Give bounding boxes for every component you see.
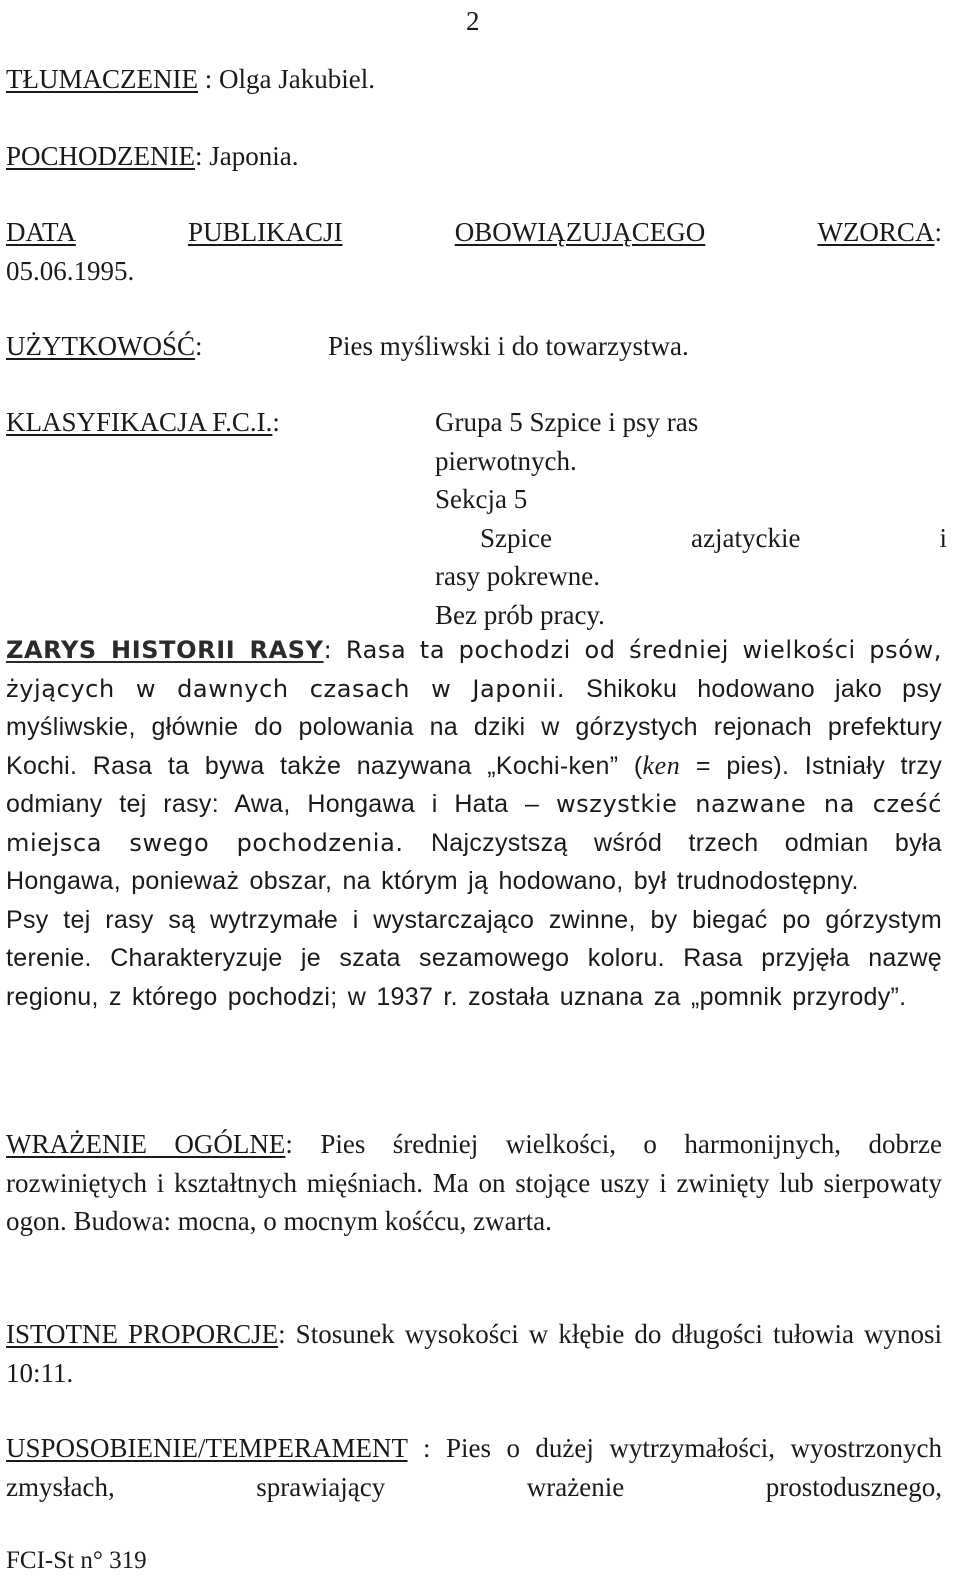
standard-date-separator: : xyxy=(934,217,942,247)
proportions-label: ISTOTNE PROPORCJE xyxy=(6,1319,279,1349)
general-appearance-paragraph xyxy=(6,1125,942,1241)
utilization-line xyxy=(6,327,942,366)
history-separator: : xyxy=(323,636,346,664)
temperament-paragraph xyxy=(6,1429,942,1506)
history-paragraph-2: Psy tej rasy są wytrzymałe i wystarczająco zwinne, by biegać po górzystym terenie. Charakteryzuje je szata sezamowego koloru. Rasa przyjęła nazwę regionu, z którego pochodzi; w 1937 r. została uznana za „pomnik przyrody”. xyxy=(6,905,942,1011)
translation-line xyxy=(6,60,942,99)
classification-label: KLASYFIKACJA F.C.I. xyxy=(6,407,273,437)
classification-section-line xyxy=(435,480,947,557)
classification-word: Szpice xyxy=(529,407,602,437)
classification-word: i xyxy=(608,407,616,437)
classification-word: Szpice xyxy=(480,522,552,553)
classification-group-line xyxy=(435,403,947,442)
history-text-part: Najczystszą wśród trzech odmian była Hongawa, ponieważ obszar, na którym ją hodowano, był trudnodostępny. xyxy=(6,828,942,895)
page-number: 2 xyxy=(466,6,480,36)
standard-date-label-word: OBOWIĄZUJĄCEGO xyxy=(454,217,706,247)
proportions-separator: : xyxy=(278,1319,296,1349)
general-appearance-label: WRAŻENIE OGÓLNE xyxy=(6,1129,286,1159)
history-text-part: Shikoku hodowano jako psy myśliwskie, głównie do polowania na dziki w górzystych rejonach prefektury Kochi. Rasa ta bywa także nazywana „Kochi-ken” ( xyxy=(6,674,942,780)
history-text-part: = pies). Istniały trzy odmiany tej rasy: Awa, Hongawa i Hata – xyxy=(6,751,942,818)
origin-separator: : xyxy=(195,141,210,171)
utilization-separator: : xyxy=(195,331,203,361)
standard-date-label-word: PUBLIKACJI xyxy=(188,217,343,247)
classification-section-continuation: rasy pokrewne. xyxy=(435,561,600,591)
classification-section-lead: Sekcja 5 xyxy=(435,484,528,514)
general-appearance-text: Pies średniej wielkości, o harmonijnych, dobrze rozwiniętych i kształtnych mięśniach. Ma on stojące uszy i zwinięty lub sierpowaty ogon. Budowa: mocna, o mocnym kośćcu, zwarta. xyxy=(6,1129,942,1236)
standard-date-block xyxy=(6,213,942,290)
translation-separator: : xyxy=(197,64,219,94)
translation-value: Olga Jakubiel. xyxy=(218,64,375,94)
temperament-separator: : xyxy=(407,1433,446,1463)
classification-separator: : xyxy=(272,407,280,437)
history-ken-italic: ken xyxy=(642,750,681,780)
classification-word: psy xyxy=(622,407,660,437)
classification-word: Grupa 5 xyxy=(435,407,523,437)
history-text-part: Rasa ta pochodzi od średniej wielkości psów, żyjących w dawnych czasach w Japonii. xyxy=(6,636,942,703)
history-paragraph-1 xyxy=(6,631,942,901)
classification-word: i xyxy=(939,522,947,553)
translation-label: TŁUMACZENIE xyxy=(6,64,198,94)
classification-value xyxy=(435,403,947,634)
standard-date-value: 05.06.1995. xyxy=(6,255,135,286)
origin-line xyxy=(6,137,942,176)
standard-date-label-line xyxy=(6,213,942,252)
temperament-label: USPOSOBIENIE/TEMPERAMENT xyxy=(6,1433,408,1463)
history-label: ZARYS HISTORII RASY xyxy=(6,636,324,664)
temperament-text: Pies o dużej wytrzymałości, wyostrzonych zmysłach, sprawiający wrażenie prostodusznego, xyxy=(6,1433,942,1502)
footer-standard-number: FCI-St n° 319 xyxy=(6,1547,147,1574)
utilization-label: UŻYTKOWOŚĆ xyxy=(6,331,195,361)
standard-date-label-word: DATA xyxy=(6,217,76,247)
proportions-paragraph xyxy=(6,1315,942,1392)
classification-word: azjatyckie xyxy=(691,522,801,553)
origin-label: POCHODZENIE xyxy=(6,141,195,171)
history-section xyxy=(6,631,942,1016)
origin-value: Japonia. xyxy=(209,141,299,171)
classification-word: ras xyxy=(666,407,699,437)
history-text-part: wszystkie nazwane na cześć miejsca swego pochodzenia. xyxy=(6,790,942,857)
general-appearance-separator: : xyxy=(285,1129,321,1159)
proportions-text: Stosunek wysokości w kłębie do długości tułowia wynosi 10:11. xyxy=(6,1319,942,1388)
utilization-value: Pies myśliwski i do towarzystwa. xyxy=(328,331,689,361)
standard-date-label-word: WZORCA xyxy=(817,217,935,247)
classification-group-continuation: pierwotnych. xyxy=(435,445,577,476)
classification-working-trial: Bez prób pracy. xyxy=(435,599,605,630)
classification-block xyxy=(6,403,947,630)
